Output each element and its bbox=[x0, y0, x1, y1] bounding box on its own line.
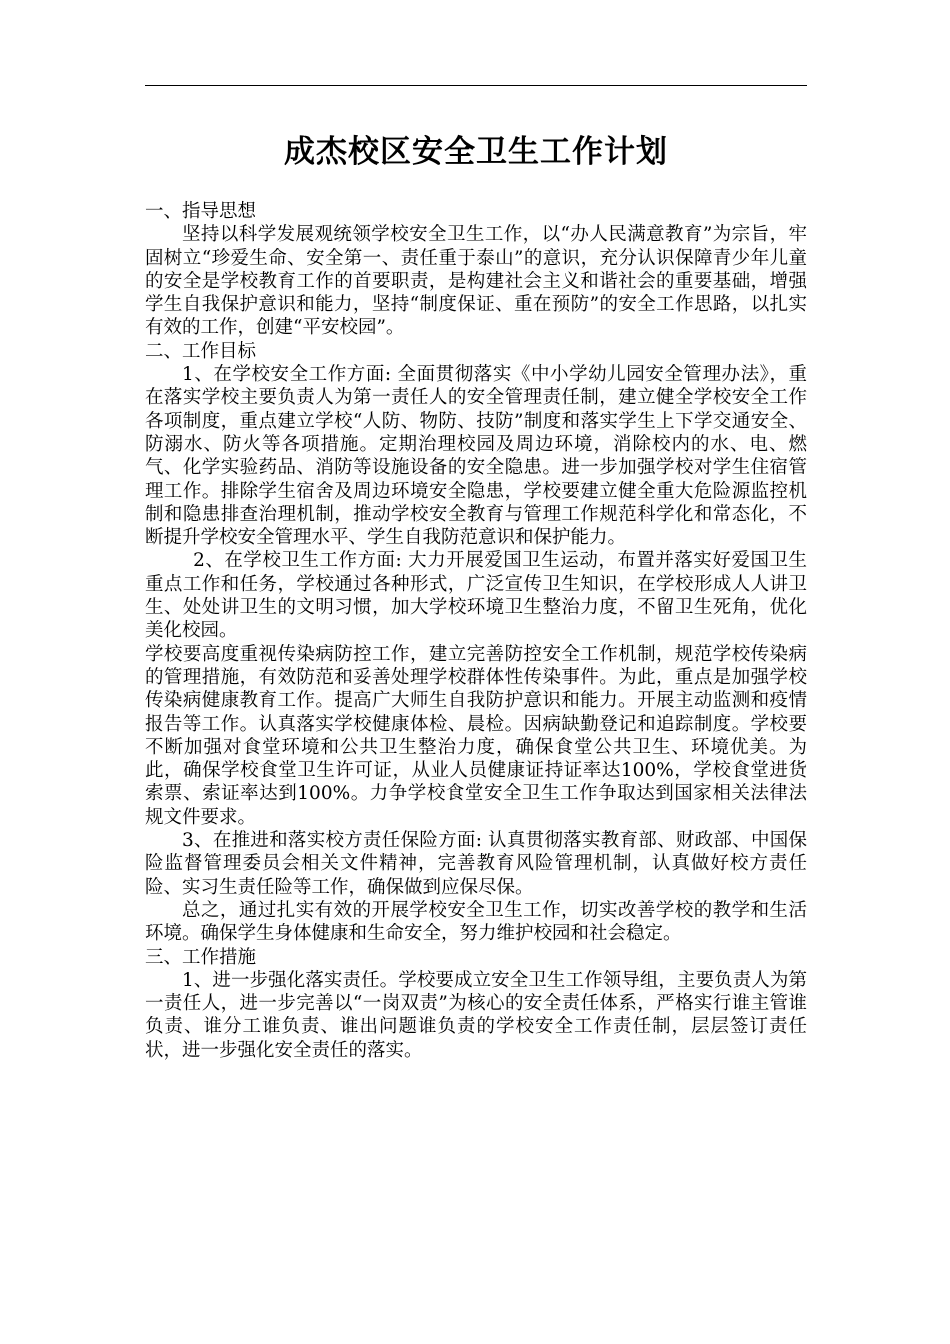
section1-paragraph: 坚持以科学发展观统领学校安全卫生工作，以“办人民满意教育”为宗旨，牢固树立“珍爱生命、安全第一、责任重于泰山”的意识，充分认识保障青少年儿童的安全是学校教育工作的首要职责，是构建社会主义和谐社会的重要基础，增强学生自我保护意识和能力，坚持“制度保证、重在预防”的安全工作思路，以扎实有效的工作，创建“平安校园”。 bbox=[145, 224, 807, 339]
header-rule bbox=[145, 85, 807, 86]
document-title: 成杰校区安全卫生工作计划 bbox=[284, 134, 668, 170]
section1-heading: 一、指导思想 bbox=[145, 201, 257, 222]
section2-paragraph-safety: 1、在学校安全工作方面: 全面贯彻落实《中小学幼儿园安全管理办法》，重在落实学校主要负责人为第一责任人的安全管理责任制，建立健全学校安全工作各项制度，重点建立学校“人防、物防、技防”制度和落实学生上下学交通安全、防溺水、防火等各项措施。定期治理校园及周边环境，消除校内的水、电、燃气、化学实验药品、消防等设施设备的安全隐患。进一步加强学校对学生住宿管理工作。排除学生宿舍及周边环境安全隐患，学校要建立健全重大危险源监控机制和隐患排查治理机制，推动学校安全教育与管理工作规范科学化和常态化，不断提升学校安全管理水平、学生自我防范意识和保护能力。 bbox=[145, 364, 807, 549]
section2-heading: 二、工作目标 bbox=[145, 340, 257, 362]
section2-paragraph-disease: 学校要高度重视传染病防控工作，建立完善防控安全工作机制，规范学校传染病的管理措施，有效防范和妥善处理学校群体性传染事件。为此，重点是加强学校传染病健康教育工作。提高广大师生自我防护意识和能力。开展主动监测和疫情报告等工作。认真落实学校健康体检、晨检。因病缺勤登记和追踪制度。学校要不断加强对食堂环境和公共卫生整治力度，确保食堂公共卫生、环境优美。为此，确保学校食堂卫生许可证，从业人员健康证持证率达100%，学校食堂进货索票、索证率达到100%。力争学校食堂安全卫生工作争取达到国家相关法律法规文件要求。 bbox=[145, 643, 807, 828]
section2-paragraph-hygiene: 2、在学校卫生工作方面: 大力开展爱国卫生运动，布置并落实好爱国卫生重点工作和任务，学校通过各种形式，广泛宣传卫生知识，在学校形成人人讲卫生、处处讲卫生的文明习惯，加大学校环境卫生整治力度，不留卫生死角，优化美化校园。 bbox=[145, 550, 807, 642]
section3-heading: 三、工作措施 bbox=[145, 946, 257, 968]
section3-paragraph: 1、进一步强化落实责任。学校要成立安全卫生工作领导组，主要负责人为第一责任人，进一步完善以“一岗双责”为核心的安全责任体系，严格实行谁主管谁负责、谁分工谁负责、谁出问题谁负责的学校安全工作责任制，层层签订责任状，进一步强化安全责任的落实。 bbox=[145, 969, 807, 1061]
section2-paragraph-summary: 总之，通过扎实有效的开展学校安全卫生工作，切实改善学校的教学和生活环境。确保学生身体健康和生命安全，努力维护校园和社会稳定。 bbox=[145, 899, 807, 945]
document-body bbox=[145, 200, 807, 1062]
section2-paragraph-insurance: 3、在推进和落实校方责任保险方面: 认真贯彻落实教育部、财政部、中国保险监督管理委员会相关文件精神，完善教育风险管理机制，认真做好校方责任险、实习生责任险等工作，确保做到应保尽保。 bbox=[145, 830, 807, 898]
